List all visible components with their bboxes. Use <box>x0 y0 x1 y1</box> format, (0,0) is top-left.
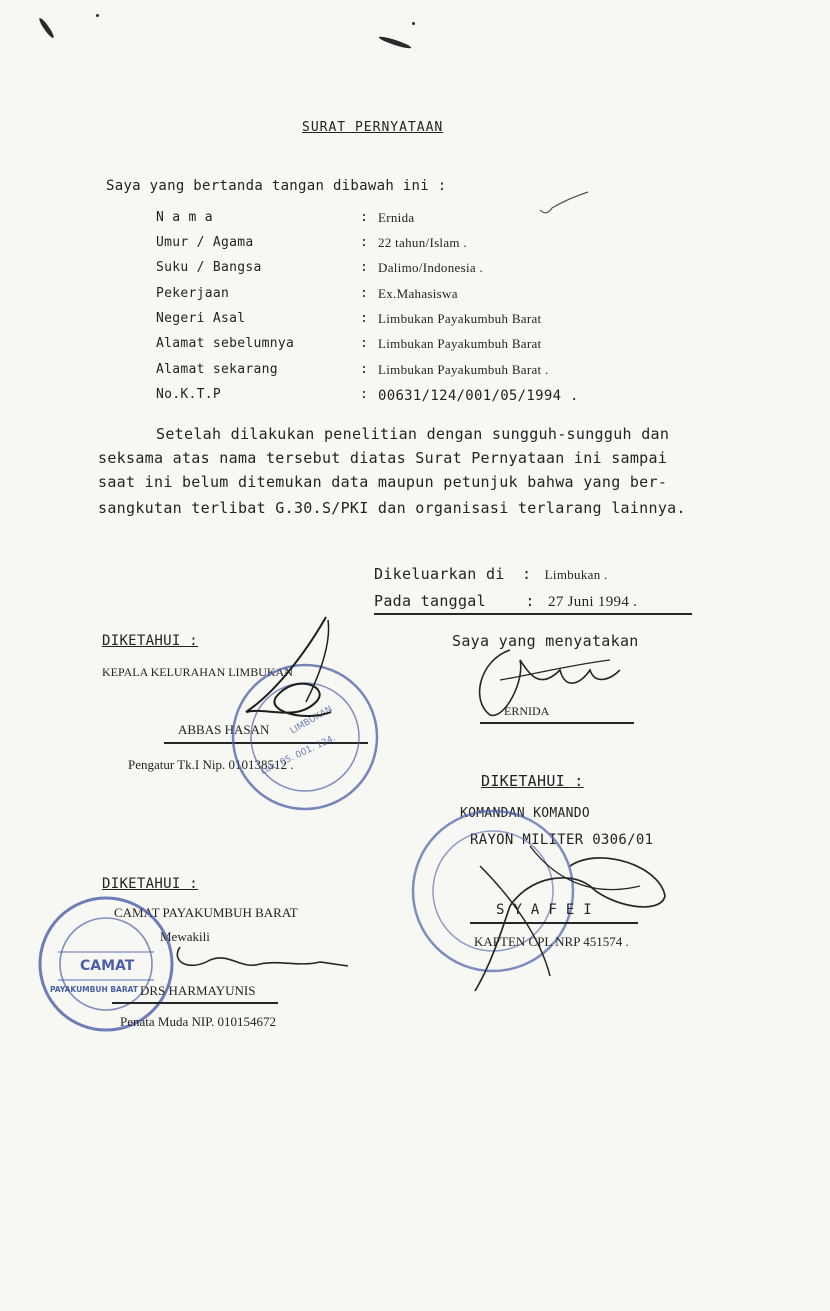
field-colon: : <box>360 260 369 275</box>
declarant-signature-line <box>480 722 634 724</box>
field-label: No.K.T.P <box>156 387 222 402</box>
field-label: N a m a <box>156 210 213 225</box>
ink-smudge <box>412 22 415 25</box>
kelurahan-position: KEPALA KELURAHAN LIMBUKAN <box>102 665 293 679</box>
ink-smudge <box>38 17 56 40</box>
date-colon: : <box>525 592 535 610</box>
camat-stamp-sub: PAYAKUMBUH BARAT <box>50 985 138 994</box>
declarant-heading: Saya yang menyatakan <box>452 632 639 650</box>
field-label: Umur / Agama <box>156 235 254 250</box>
kelurahan-signatory-name: ABBAS HASAN <box>178 722 270 737</box>
field-colon: : <box>360 387 369 402</box>
declarant-signature <box>470 640 630 720</box>
field-colon: : <box>360 336 369 351</box>
field-value: 22 tahun/Islam . <box>378 235 467 250</box>
military-position-line1: KOMANDAN KOMANDO <box>460 806 591 821</box>
document-title: SURAT PERNYATAAN <box>302 120 444 135</box>
check-mark-icon <box>538 190 590 216</box>
military-rank-nrp: KAPTEN CPL NRP 451574 . <box>474 934 629 949</box>
military-heading: DIKETAHUI : <box>481 772 584 790</box>
field-value: Limbukan Payakumbuh Barat <box>378 336 542 351</box>
military-signature-line <box>470 922 638 924</box>
date-value: 27 Juni 1994 . <box>548 594 638 610</box>
field-value: Limbukan Payakumbuh Barat . <box>378 362 549 377</box>
field-label: Suku / Bangsa <box>156 260 262 275</box>
camat-heading: DIKETAHUI : <box>102 876 199 892</box>
field-colon: : <box>360 235 369 250</box>
kelurahan-rank-nip: Pengatur Tk.I Nip. 010138512 . <box>128 757 294 772</box>
military-signatory-name: S Y A F E I <box>496 902 593 918</box>
camat-on-behalf: Mewakili <box>160 929 210 944</box>
kelurahan-stamp-code: Lok. 05. 001. 124. <box>259 733 338 778</box>
field-colon: : <box>360 311 369 326</box>
kelurahan-stamp-title: LIMBUKAN <box>288 704 335 737</box>
kelurahan-heading: DIKETAHUI : <box>102 633 199 649</box>
camat-position: CAMAT PAYAKUMBUH BARAT <box>114 905 298 920</box>
issued-at-label: Dikeluarkan di <box>374 565 505 583</box>
statement-line: Setelah dilakukan penelitian dengan sungguh-sungguh dan <box>156 425 670 443</box>
field-label: Pekerjaan <box>156 286 230 301</box>
ink-smudge <box>378 35 412 50</box>
field-value: Dalimo/Indonesia . <box>378 260 484 275</box>
field-value: Limbukan Payakumbuh Barat <box>378 311 542 326</box>
field-value: Ex.Mahasiswa <box>378 286 458 301</box>
field-label: Negeri Asal <box>156 311 246 326</box>
issued-at-row <box>374 565 608 583</box>
camat-rank-nip: Penata Muda NIP. 010154672 <box>120 1014 276 1029</box>
kelurahan-signature <box>236 612 346 742</box>
camat-stamp-title: CAMAT <box>80 958 135 974</box>
camat-signatory-name: DRS HARMAYUNIS <box>140 983 256 998</box>
field-label: Alamat sekarang <box>156 362 278 377</box>
statement-line: seksama atas nama tersebut diatas Surat Pernyataan ini sampai <box>98 449 668 467</box>
statement-line: saat ini belum ditemukan data maupun petunjuk bahwa yang ber- <box>98 473 668 491</box>
field-value: Ernida <box>378 210 415 225</box>
field-colon: : <box>360 210 369 225</box>
field-colon: : <box>360 362 369 377</box>
field-colon: : <box>360 286 369 301</box>
ink-smudge <box>96 14 99 17</box>
camat-signature-line <box>112 1002 278 1004</box>
military-position-line2: RAYON MILITER 0306/01 <box>470 832 654 848</box>
intro-text: Saya yang bertanda tangan dibawah ini : <box>106 178 447 194</box>
field-label: Alamat sebelumnya <box>156 336 295 351</box>
issued-at-colon: : <box>521 565 532 583</box>
issued-at-value: Limbukan . <box>544 567 608 582</box>
camat-signature <box>150 942 350 982</box>
date-underline <box>374 613 692 615</box>
date-label: Pada tanggal <box>374 592 486 610</box>
statement-line: sangkutan terlibat G.30.S/PKI dan organisasi terlarang lainnya. <box>98 499 686 517</box>
declarant-name: ERNIDA <box>504 704 550 718</box>
field-value: 00631/124/001/05/1994 . <box>378 388 579 404</box>
date-row <box>374 592 637 611</box>
